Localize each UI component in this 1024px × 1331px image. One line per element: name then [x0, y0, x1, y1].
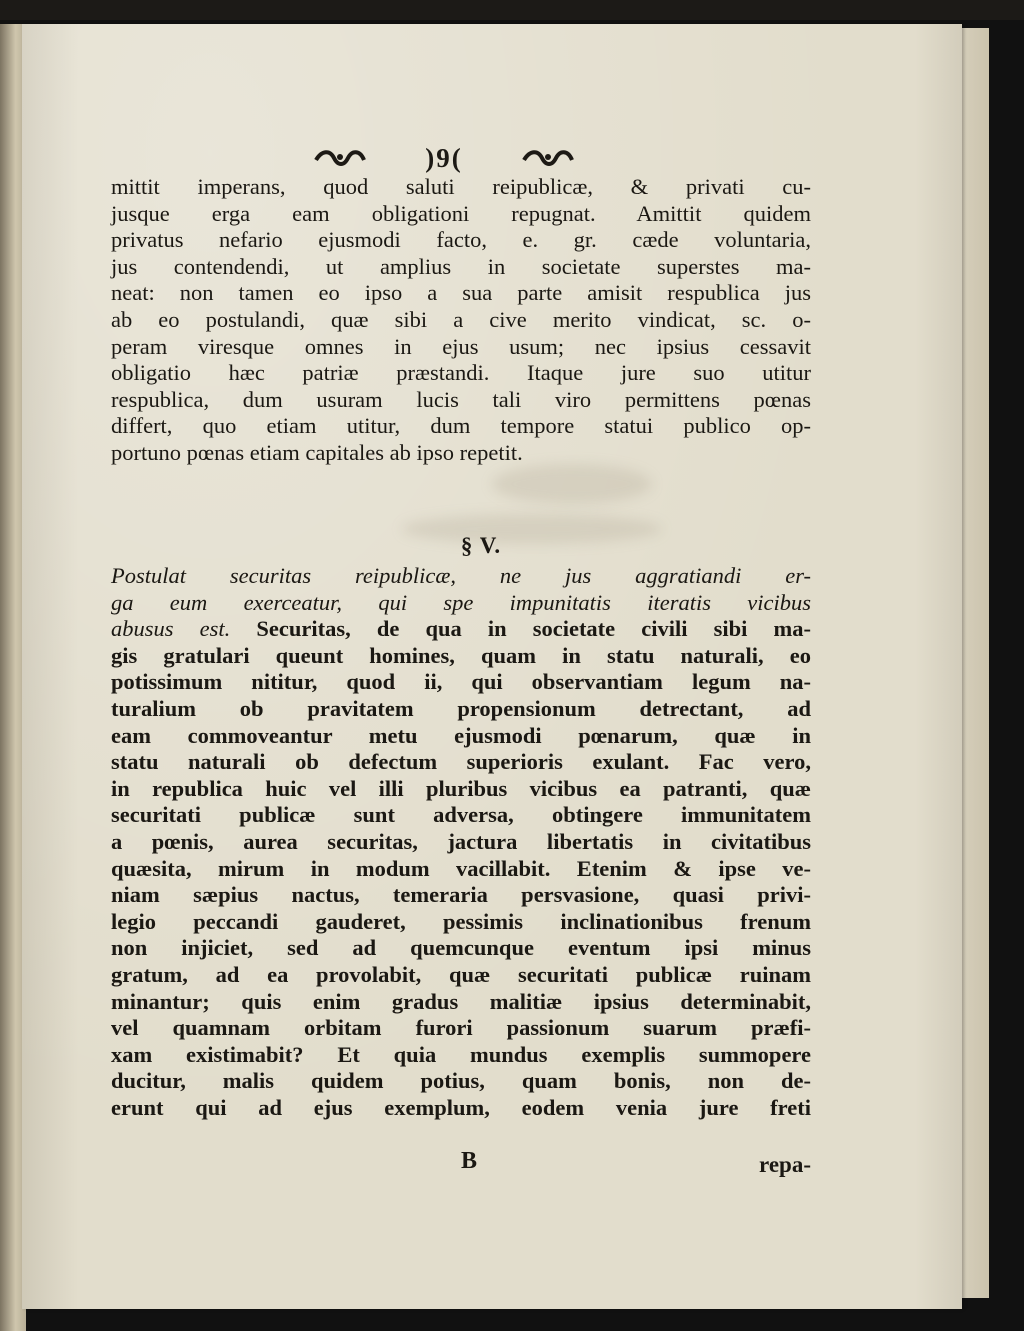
text-line: differt, quo etiam utitur, dum tempore statui publico op-: [111, 413, 811, 439]
italic-run: ga eum exerceatur, qui spe impunitatis iteratis vicibus: [111, 589, 811, 615]
fleuron-ornament-icon: [522, 148, 574, 168]
text-line: ab eo postulandi, quæ sibi a cive merito vindicat, sc. o-: [111, 306, 811, 332]
text-line: obligatio hæc patriæ præstandi. Itaque jure suo utitur: [111, 360, 811, 386]
paragraph-continued: [111, 174, 811, 467]
section-five: [111, 533, 811, 1121]
text-line: peram viresque omnes in ejus usum; nec ipsius cessavit: [111, 333, 811, 359]
text-line: eam commoveantur metu ejusmodi pœnarum, quæ in: [111, 722, 811, 748]
section-heading: § V.: [460, 533, 502, 558]
text-line: jus contendendi, ut amplius in societate superstes ma-: [111, 253, 811, 279]
text-line: [111, 563, 811, 590]
paper-stain: [492, 464, 652, 504]
text-line: ducitur, malis quidem potius, quam bonis, non de-: [111, 1068, 811, 1094]
text-line: statu naturali ob defectum superioris exulant. Fac vero,: [111, 749, 811, 775]
text-line: in republica huic vel illi pluribus vicibus ea patranti, quæ: [111, 775, 811, 801]
text-line: gratum, ad ea provolabit, quæ securitati publicæ ruinam: [111, 961, 811, 987]
page-number: )9(: [425, 142, 463, 173]
text-line: niam sæpius nactus, temeraria persvasione, quasi privi-: [111, 882, 811, 908]
text-line: gis gratulari queunt homines, quam in statu naturali, eo: [111, 642, 811, 668]
page-footer: [111, 1148, 811, 1178]
text-line: jusque erga eam obligationi repugnat. Amittit quidem: [111, 200, 811, 226]
text-line: potissimum nititur, quod ii, qui observantiam legum na-: [111, 669, 811, 695]
signature-mark: B: [461, 1148, 478, 1174]
text-line: erunt qui ad ejus exemplum, eodem venia jure freti: [111, 1094, 811, 1120]
text-line: turalium ob pravitatem propensionum detrectant, ad: [111, 695, 811, 721]
text-line: neat: non tamen eo ipso a sua parte amisit respublica jus: [111, 280, 811, 306]
text-line: privatus nefario ejusmodi facto, e. gr. cæde voluntaria,: [111, 227, 811, 253]
italic-run: abusus est.: [111, 616, 231, 642]
text-line: [111, 616, 811, 643]
text-line: non injiciet, sed ad quemcunque eventum ipsi minus: [111, 935, 811, 961]
fleuron-ornament-icon: [314, 148, 366, 168]
text-line: [111, 590, 811, 617]
book-page: [22, 24, 962, 1309]
text-line: legio peccandi gauderet, pessimis inclinationibus frenum: [111, 908, 811, 934]
italic-run: Postulat securitas reipublicæ, ne jus aggratiandi er-: [111, 563, 811, 588]
text-line: xam existimabit? Et quia mundus exemplis summopere: [111, 1041, 811, 1067]
text-line: securitati publicæ sunt adversa, obtingere immunitatem: [111, 802, 811, 828]
text-run: Securitas, de qua in societate civili sibi ma-: [230, 616, 811, 642]
text-line: quæsita, mirum in modum vacillabit. Etenim & ipse ve-: [111, 855, 811, 881]
text-line: minantur; quis enim gradus malitiæ ipsius determinabit,: [111, 988, 811, 1014]
catchword: repa-: [759, 1152, 811, 1177]
text-line: vel quamnam orbitam furori passionum suarum præfi-: [111, 1015, 811, 1041]
text-line: a pœnis, aurea securitas, jactura libertatis in civitatibus: [111, 828, 811, 854]
text-line: portuno pœnas etiam capitales ab ipso repetit.: [111, 439, 523, 465]
text-line: mittit imperans, quod saluti reipublicæ, & privati cu-: [111, 174, 811, 199]
text-line: respublica, dum usuram lucis tali viro permittens pœnas: [111, 386, 811, 412]
